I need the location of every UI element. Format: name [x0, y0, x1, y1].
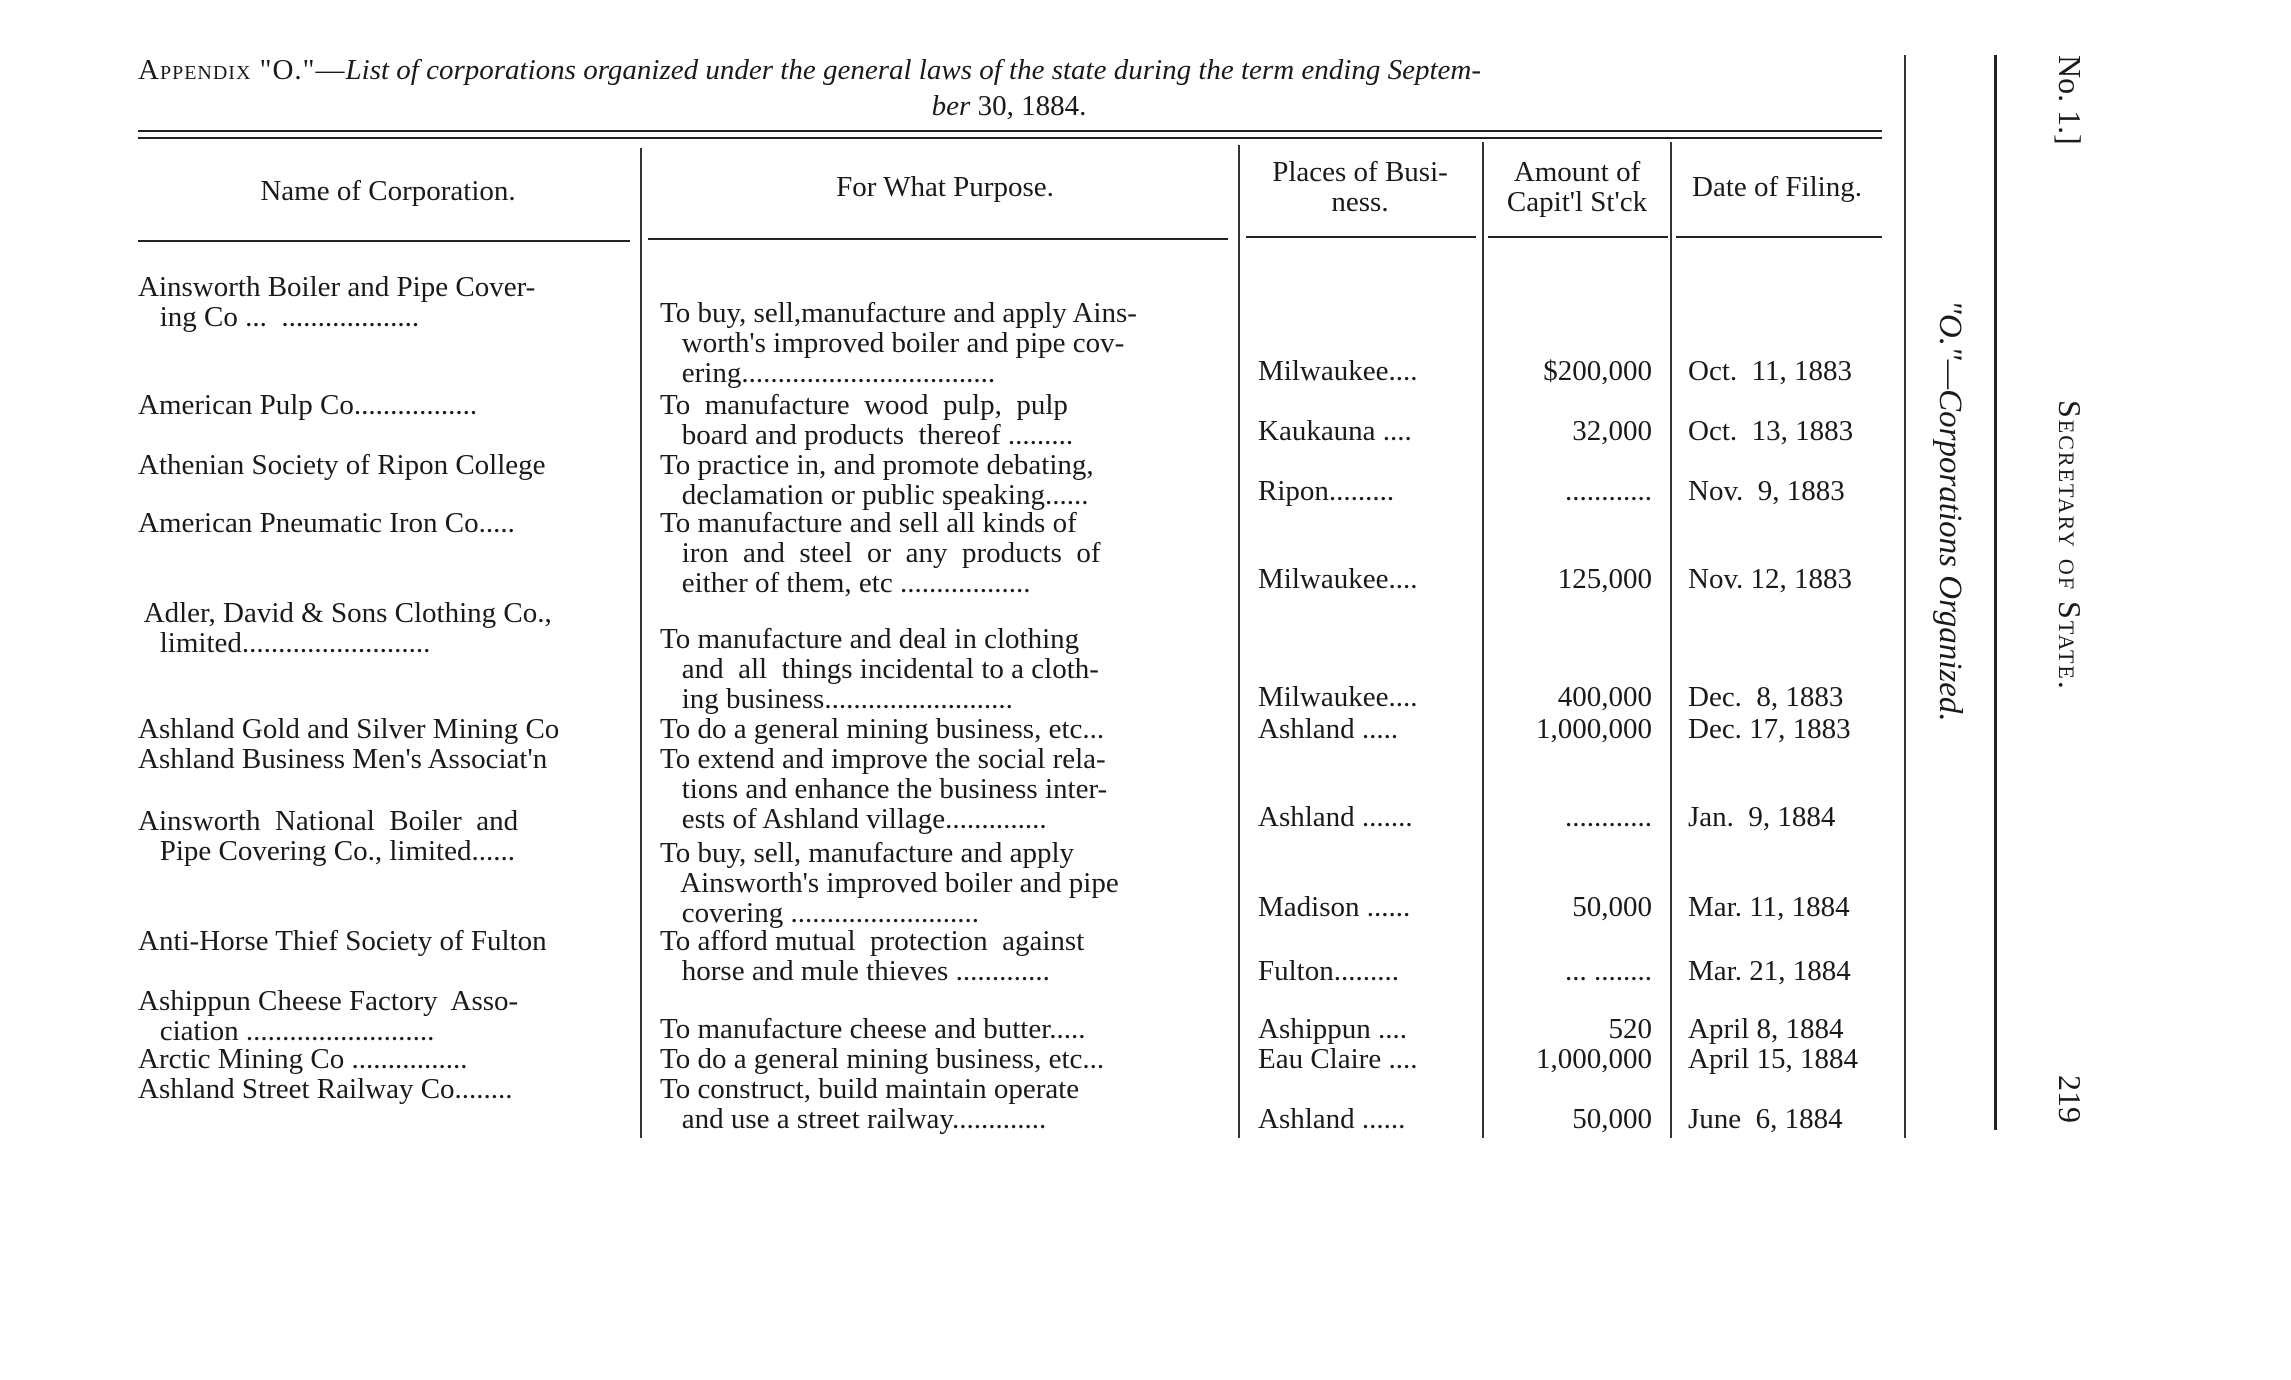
corporation-purpose: To do a general mining business, etc...	[660, 1043, 1105, 1075]
corporation-purpose: To manufacture cheese and butter.....	[660, 1013, 1086, 1045]
capital-stock: 400,000	[1557, 681, 1652, 713]
caption-line-2-italic: ber	[931, 90, 971, 122]
filing-date: April 8, 1884	[1688, 1013, 1844, 1045]
corporation-name: Athenian Society of Ripon College	[138, 449, 546, 481]
section-running-title: "O."—Corporations Organized.	[1932, 300, 1968, 722]
column-separator-3	[1482, 142, 1484, 1138]
caption-rule-bottom	[138, 137, 1882, 139]
place-of-business: Ashland .......	[1258, 801, 1413, 833]
place-of-business: Madison ......	[1258, 891, 1411, 923]
table-caption	[138, 52, 1880, 124]
corporation-purpose: To do a general mining business, etc...	[660, 713, 1105, 745]
corporation-purpose: To afford mutual protection against horse and mule thieves .............	[660, 925, 1085, 987]
corporation-purpose: To extend and improve the social rela- tions and enhance the business inter- ests of Ashland village..............	[660, 743, 1108, 835]
header-rule-name	[138, 240, 630, 242]
corporation-purpose: To manufacture and sell all kinds of iron and steel or any products of either of them, etc ..................	[660, 507, 1101, 599]
corporation-purpose: To practice in, and promote debating, declamation or public speaking......	[660, 449, 1094, 511]
header-date: Date of Filing.	[1692, 171, 1862, 203]
filing-date: Oct. 11, 1883	[1688, 355, 1853, 387]
place-of-business: Ashippun ....	[1258, 1013, 1408, 1045]
capital-stock: $200,000	[1543, 355, 1652, 387]
capital-stock: 1,000,000	[1536, 1043, 1652, 1075]
capital-stock: ... ........	[1565, 955, 1652, 987]
caption-text: List of corporations organized under the general laws of the state during the term ending Septem-	[345, 54, 1481, 86]
corporation-purpose: To buy, sell, manufacture and apply Ainsworth's improved boiler and pipe covering ..........................	[660, 837, 1119, 929]
department-title: Secretary of State.	[2052, 400, 2088, 691]
filing-date: Mar. 21, 1884	[1688, 955, 1851, 987]
header-rule-date	[1676, 236, 1882, 238]
corporation-name: American Pneumatic Iron Co.....	[138, 507, 515, 539]
place-of-business: Ashland ......	[1258, 1103, 1406, 1135]
capital-stock: 1,000,000	[1536, 713, 1652, 745]
caption-lead: Appendix "O."—	[138, 54, 346, 86]
capital-stock: 125,000	[1557, 563, 1652, 595]
column-separator-1	[640, 148, 642, 1138]
header-place-line-2: ness.	[1331, 186, 1389, 218]
filing-date: Dec. 17, 1883	[1688, 713, 1851, 745]
filing-date: Jan. 9, 1884	[1688, 801, 1836, 833]
corporation-purpose: To manufacture and deal in clothing and all things incidental to a cloth- ing business..........................	[660, 623, 1099, 715]
header-amount-line-2: Capit'l St'ck	[1506, 186, 1648, 218]
column-separator-4	[1670, 142, 1672, 1138]
place-of-business: Fulton.........	[1258, 955, 1399, 987]
capital-stock: 50,000	[1572, 891, 1652, 923]
document-number: No. 1.]	[2052, 55, 2088, 145]
corporation-purpose: To manufacture wood pulp, pulp board and products thereof .........	[660, 389, 1074, 451]
corporation-purpose: To buy, sell,manufacture and apply Ains- worth's improved boiler and pipe cov- ering...................................	[660, 297, 1137, 389]
column-separator-2	[1238, 145, 1240, 1138]
header-amount	[1484, 157, 1670, 217]
header-purpose: For What Purpose.	[836, 171, 1054, 203]
header-rule-place	[1246, 236, 1476, 238]
capital-stock: ............	[1565, 801, 1652, 833]
margin-rule	[1994, 55, 1997, 1130]
corporation-name: Anti-Horse Thief Society of Fulton	[138, 925, 547, 957]
place-of-business: Milwaukee....	[1258, 681, 1418, 713]
place-of-business: Ripon.........	[1258, 475, 1395, 507]
filing-date: June 6, 1884	[1688, 1103, 1843, 1135]
corporation-name: American Pulp Co.................	[138, 389, 478, 421]
caption-line-2	[138, 88, 1880, 124]
caption-line-2-text: 30, 1884.	[970, 90, 1087, 122]
header-name: Name of Corporation.	[260, 175, 516, 207]
header-amount-line-1: Amount of	[1513, 156, 1641, 188]
place-of-business: Milwaukee....	[1258, 563, 1418, 595]
place-of-business: Milwaukee....	[1258, 355, 1418, 387]
corporation-name: Ashland Gold and Silver Mining Co	[138, 713, 560, 745]
header-rule-amount	[1488, 236, 1668, 238]
filing-date: Oct. 13, 1883	[1688, 415, 1854, 447]
header-place-line-1: Places of Busi-	[1272, 156, 1448, 188]
place-of-business: Kaukauna ....	[1258, 415, 1412, 447]
corporation-purpose: To construct, build maintain operate and use a street railway.............	[660, 1073, 1080, 1135]
corporation-name: Adler, David & Sons Clothing Co., limited..........................	[143, 597, 552, 659]
corporation-name: Ainsworth Boiler and Pipe Cover- ing Co ... ...................	[138, 271, 536, 333]
capital-stock: 520	[1608, 1013, 1652, 1045]
capital-stock: 50,000	[1572, 1103, 1652, 1135]
page-number: 219	[2052, 1075, 2088, 1123]
caption-rule-top	[138, 130, 1882, 132]
filing-date: Mar. 11, 1884	[1688, 891, 1850, 923]
filing-date: Nov. 12, 1883	[1688, 563, 1853, 595]
corporation-name: Ashland Business Men's Associat'n	[138, 743, 548, 775]
corporation-name: Ashippun Cheese Factory Asso- ciation ..........................	[138, 985, 519, 1047]
header-rule-purpose	[648, 238, 1228, 240]
place-of-business: Ashland .....	[1258, 713, 1399, 745]
capital-stock: ............	[1565, 475, 1652, 507]
filing-date: Dec. 8, 1883	[1688, 681, 1844, 713]
filing-date: April 15, 1884	[1688, 1043, 1858, 1075]
header-place	[1242, 157, 1478, 217]
corporation-name: Ashland Street Railway Co........	[138, 1073, 513, 1105]
place-of-business: Eau Claire ....	[1258, 1043, 1418, 1075]
column-separator-5	[1904, 55, 1906, 1138]
filing-date: Nov. 9, 1883	[1688, 475, 1845, 507]
corporation-name: Ainsworth National Boiler and Pipe Covering Co., limited......	[138, 805, 519, 867]
capital-stock: 32,000	[1572, 415, 1652, 447]
corporation-name: Arctic Mining Co ................	[138, 1043, 468, 1075]
